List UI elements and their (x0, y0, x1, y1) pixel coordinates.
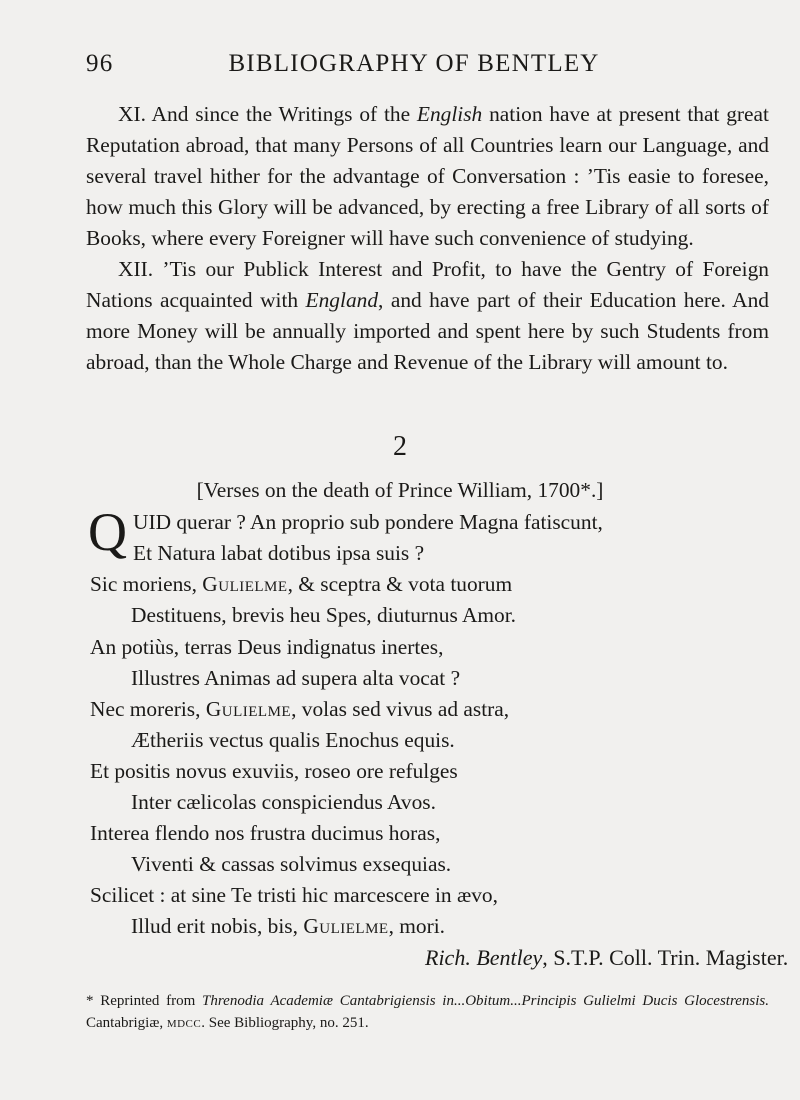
poem-line-7-a: Nec moreris, (90, 697, 206, 721)
poem-line-4: Destituens, brevis heu Spes, diuturnus Amor. (131, 603, 517, 627)
signature (425, 945, 788, 971)
poem-line-14-b: , mori. (388, 914, 446, 938)
poem-line-10: Inter cælicolas conspiciendus Avos. (131, 790, 436, 814)
paragraph-xi-text-a: XI. And since the Writings of the (118, 102, 417, 126)
paragraph-xii-text-a: XII. ’Tis our Publick Interest and Profit, to have the Gentry of Foreign Nations acquainted with (86, 257, 769, 312)
poem-line-2: Et Natura labat dotibus ipsa suis ? (133, 541, 425, 565)
footnote-mark: * (86, 993, 94, 1009)
paragraph-xi-text-b: nation have at present that great Reputation abroad, that many Persons of all Countries learn our Language, and several travel hither for the advantage of Conversation : ’Tis easie to foresee, how much this Glory will be advanced, by erecting a free Library of all sorts of Books, where every Foreigner will have such convenience of studying. (86, 102, 769, 250)
drop-cap: Q (88, 502, 127, 562)
poem-line-7-name: Gulielme (205, 697, 292, 721)
poem-line-14-name: Gulielme (303, 914, 389, 938)
poem-line-3-b: , & sceptra & vota tuorum (287, 572, 513, 596)
footnote-date: mdcc (166, 1015, 202, 1031)
poem-line-14 (131, 911, 445, 942)
poem-line-7 (90, 694, 509, 725)
poem-line-7-b: , volas sed vivus ad astra, (291, 697, 510, 721)
paragraph-xii (86, 254, 769, 378)
page-number: 96 (86, 50, 114, 77)
section-number: 2 (393, 431, 407, 462)
footnote-text-a: Reprinted from (93, 993, 203, 1009)
poem-line-1: UID querar ? An proprio sub pondere Magna fatiscunt, (133, 510, 603, 534)
poem-line-14-a: Illud erit nobis, bis, (131, 914, 304, 938)
verse-title: [Verses on the death of Prince William, 1700*.] (196, 478, 604, 502)
poem-line-11: Interea flendo nos frustra ducimus horas, (90, 821, 441, 845)
poem-line-12: Viventi & cassas solvimus exsequias. (131, 852, 452, 876)
running-title: BIBLIOGRAPHY OF BENTLEY (228, 50, 600, 77)
footnote-text-b: Cantabrigiæ, (86, 1015, 167, 1031)
paragraph-xi-emphasis: English (416, 102, 483, 126)
page-header (86, 50, 742, 86)
poem-line-5: An potiùs, terras Deus indignatus inertes, (90, 635, 444, 659)
poem-line-3-name: Gulielme (202, 572, 288, 596)
footnote-title: Threnodia Academiæ Cantabrigiensis in...Obitum...Principis Gulielmi Ducis Glocestrensis. (202, 993, 770, 1009)
footnote (86, 990, 769, 1034)
poem-line-6: Illustres Animas ad supera alta vocat ? (131, 666, 461, 690)
signature-rest: , S.T.P. Coll. Trin. Magister. (542, 945, 789, 970)
poem-line-9: Et positis novus exuviis, roseo ore refulges (90, 759, 458, 783)
paragraph-xii-emphasis: England (305, 288, 379, 312)
poem-line-3 (90, 569, 512, 600)
poem-line-13: Scilicet : at sine Te tristi hic marcescere in ævo, (90, 883, 498, 907)
paragraph-xii-text-b: , and have part of their Education here. And more Money will be annually imported and spent here by such Students from abroad, than the Whole Charge and Revenue of the Library will amount to. (86, 288, 769, 374)
poem-line-3-a: Sic moriens, (90, 572, 203, 596)
paragraph-xi (86, 99, 769, 254)
footnote-text-c: . See Bibliography, no. 251. (201, 1015, 369, 1031)
poem-line-8: Ætheriis vectus qualis Enochus equis. (131, 728, 455, 752)
signature-name: Rich. Bentley (425, 945, 543, 970)
